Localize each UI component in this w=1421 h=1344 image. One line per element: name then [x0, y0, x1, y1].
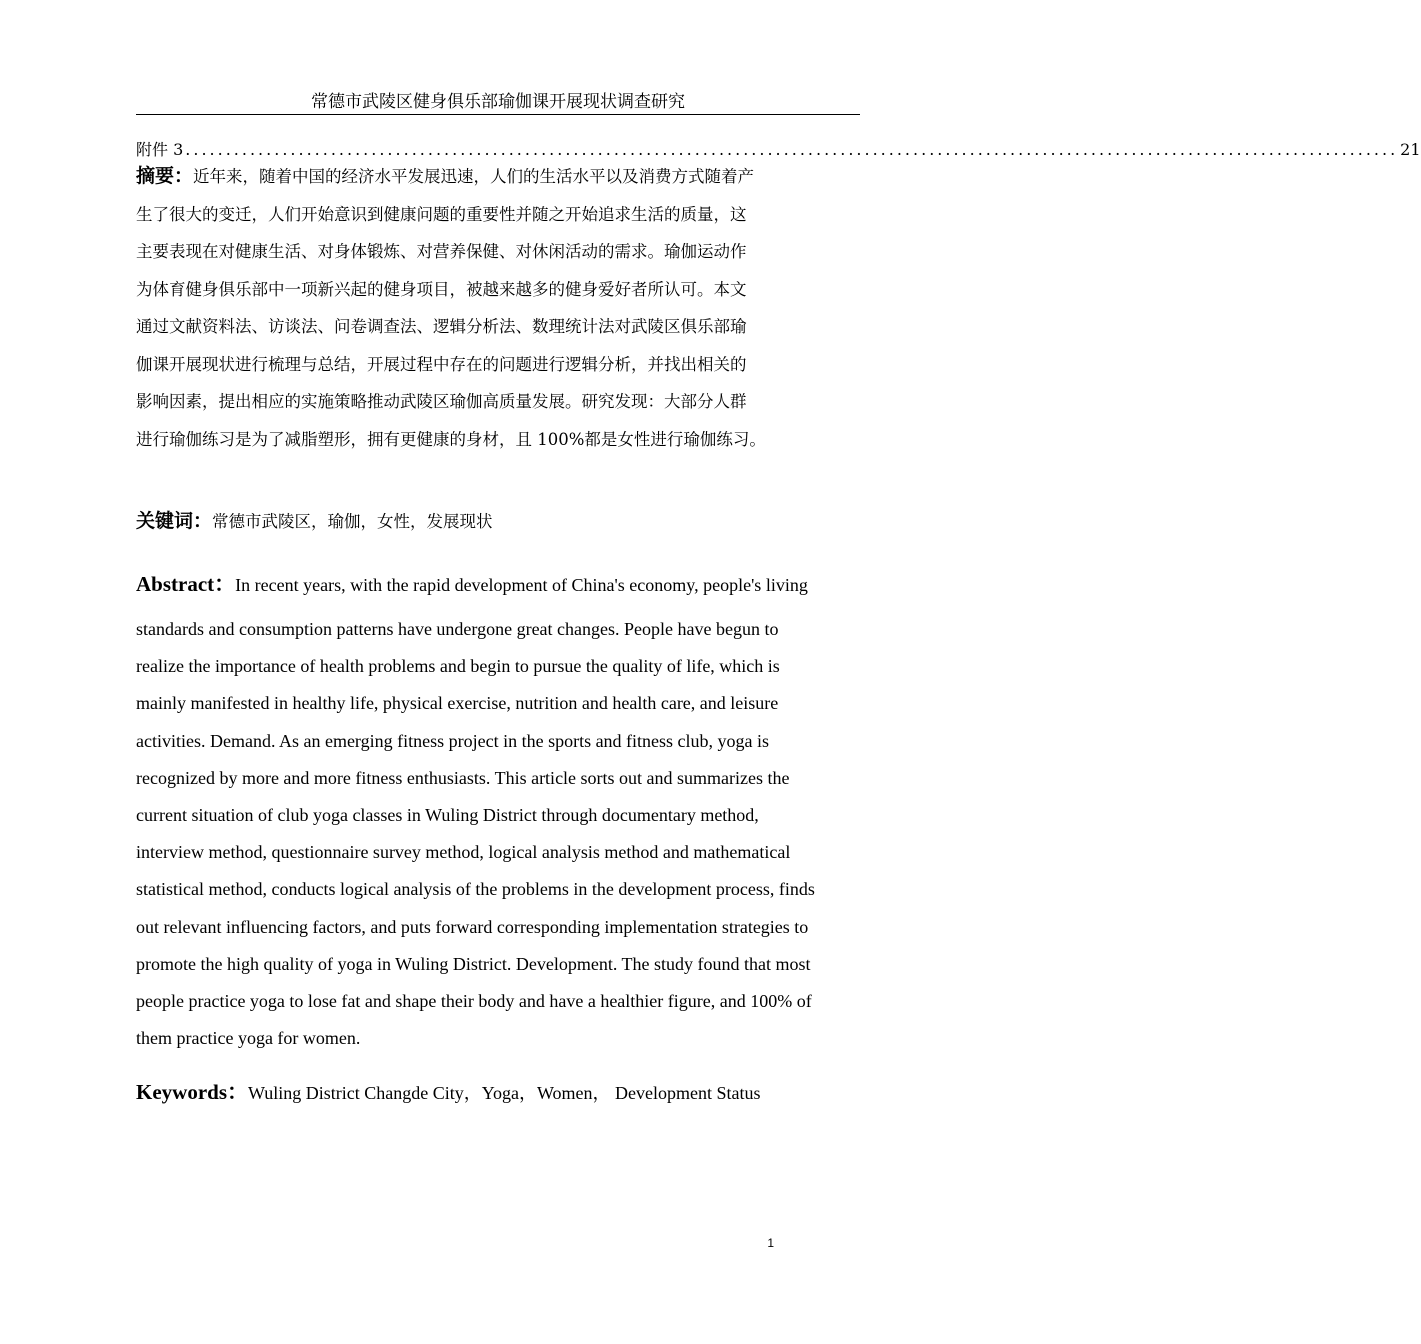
english-abstract-line — [136, 564, 860, 605]
chinese-keywords — [136, 503, 860, 540]
toc-leader-dots: ...................................................................................................................................................... — [185, 140, 1399, 159]
chinese-abstract-line: 影响因素，提出相应的实施策略推动武陵区瑜伽高质量发展。研究发现：大部分人群 — [136, 392, 747, 411]
english-keywords-text: Wuling District Changde City，Yoga，Women， Development Status — [248, 1083, 761, 1103]
chinese-abstract-line: 伽课开展现状进行梳理与总结，开展过程中存在的问题进行逻辑分析，并找出相关的 — [136, 354, 747, 374]
english-abstract-line: interview method, questionnaire survey method, logical analysis method and mathematical — [136, 842, 791, 863]
english-abstract-line: out relevant influencing factors, and puts forward corresponding implementation strategies to — [136, 916, 809, 937]
english-abstract-label: Abstract： — [136, 572, 236, 596]
english-abstract-line: people practice yoga to lose fat and shape their body and have a healthier figure, and 100% of — [136, 991, 812, 1012]
chinese-abstract-label: 摘要： — [136, 165, 194, 187]
english-keywords-label: Keywords： — [136, 1080, 248, 1104]
english-abstract — [136, 564, 860, 1057]
english-abstract-line: current situation of club yoga classes in Wuling District through documentary method, — [136, 805, 759, 826]
page-number: 1 — [767, 1236, 774, 1250]
chinese-abstract-line: 为体育健身俱乐部中一项新兴起的健身项目，被越来越多的健身爱好者所认可。本文 — [136, 279, 747, 299]
english-abstract-line: realize the importance of health problems and begin to pursue the quality of life, which is — [136, 656, 780, 677]
english-abstract-line: recognized by more and more fitness enthusiasts. This article sorts out and summarizes the — [136, 767, 790, 788]
chinese-abstract-text: 近年来，随着中国的经济水平发展迅速，人们的生活水平以及消费方式随着产 — [193, 167, 755, 186]
english-keywords — [136, 1073, 860, 1112]
chinese-abstract-line: 通过文献资料法、访谈法、问卷调查法、逻辑分析法、数理统计法对武陵区俱乐部瑜 — [136, 317, 747, 336]
chinese-abstract-line: 进行瑜伽练习是为了减脂塑形，拥有更健康的身材，且 100%都是女性进行瑜伽练习。 — [136, 429, 766, 449]
toc-entry-page: 21 — [1400, 140, 1421, 159]
english-abstract-line: statistical method, conducts logical analysis of the problems in the development process, finds — [136, 879, 815, 900]
chinese-abstract-line: 生了很大的变迁，人们开始意识到健康问题的重要性并随之开始追求生活的质量，这 — [136, 204, 747, 224]
chinese-keywords-label: 关键词： — [136, 510, 213, 532]
chinese-abstract — [136, 158, 860, 458]
chinese-abstract-line: 主要表现在对健康生活、对身体锻炼、对营养保健、对休闲活动的需求。瑜伽运动作 — [136, 242, 747, 261]
english-abstract-line: mainly manifested in healthy life, physical exercise, nutrition and health care, and leisure — [136, 693, 779, 714]
english-abstract-text: In recent years, with the rapid development of China's economy, people's living — [235, 575, 808, 595]
chinese-abstract-line — [136, 158, 860, 196]
english-abstract-line: them practice yoga for women. — [136, 1028, 361, 1049]
toc-entry-label: 附件 3 — [136, 140, 184, 159]
english-abstract-line: activities. Demand. As an emerging fitness project in the sports and fitness club, yoga is — [136, 730, 770, 751]
english-abstract-line: standards and consumption patterns have undergone great changes. People have begun to — [136, 619, 779, 639]
running-header: 常德市武陵区健身俱乐部瑜伽课开展现状调查研究 — [136, 90, 860, 115]
english-abstract-line: promote the high quality of yoga in Wuling District. Development. The study found that most — [136, 953, 811, 974]
chinese-keywords-text: 常德市武陵区，瑜伽，女性，发展现状 — [212, 512, 493, 531]
